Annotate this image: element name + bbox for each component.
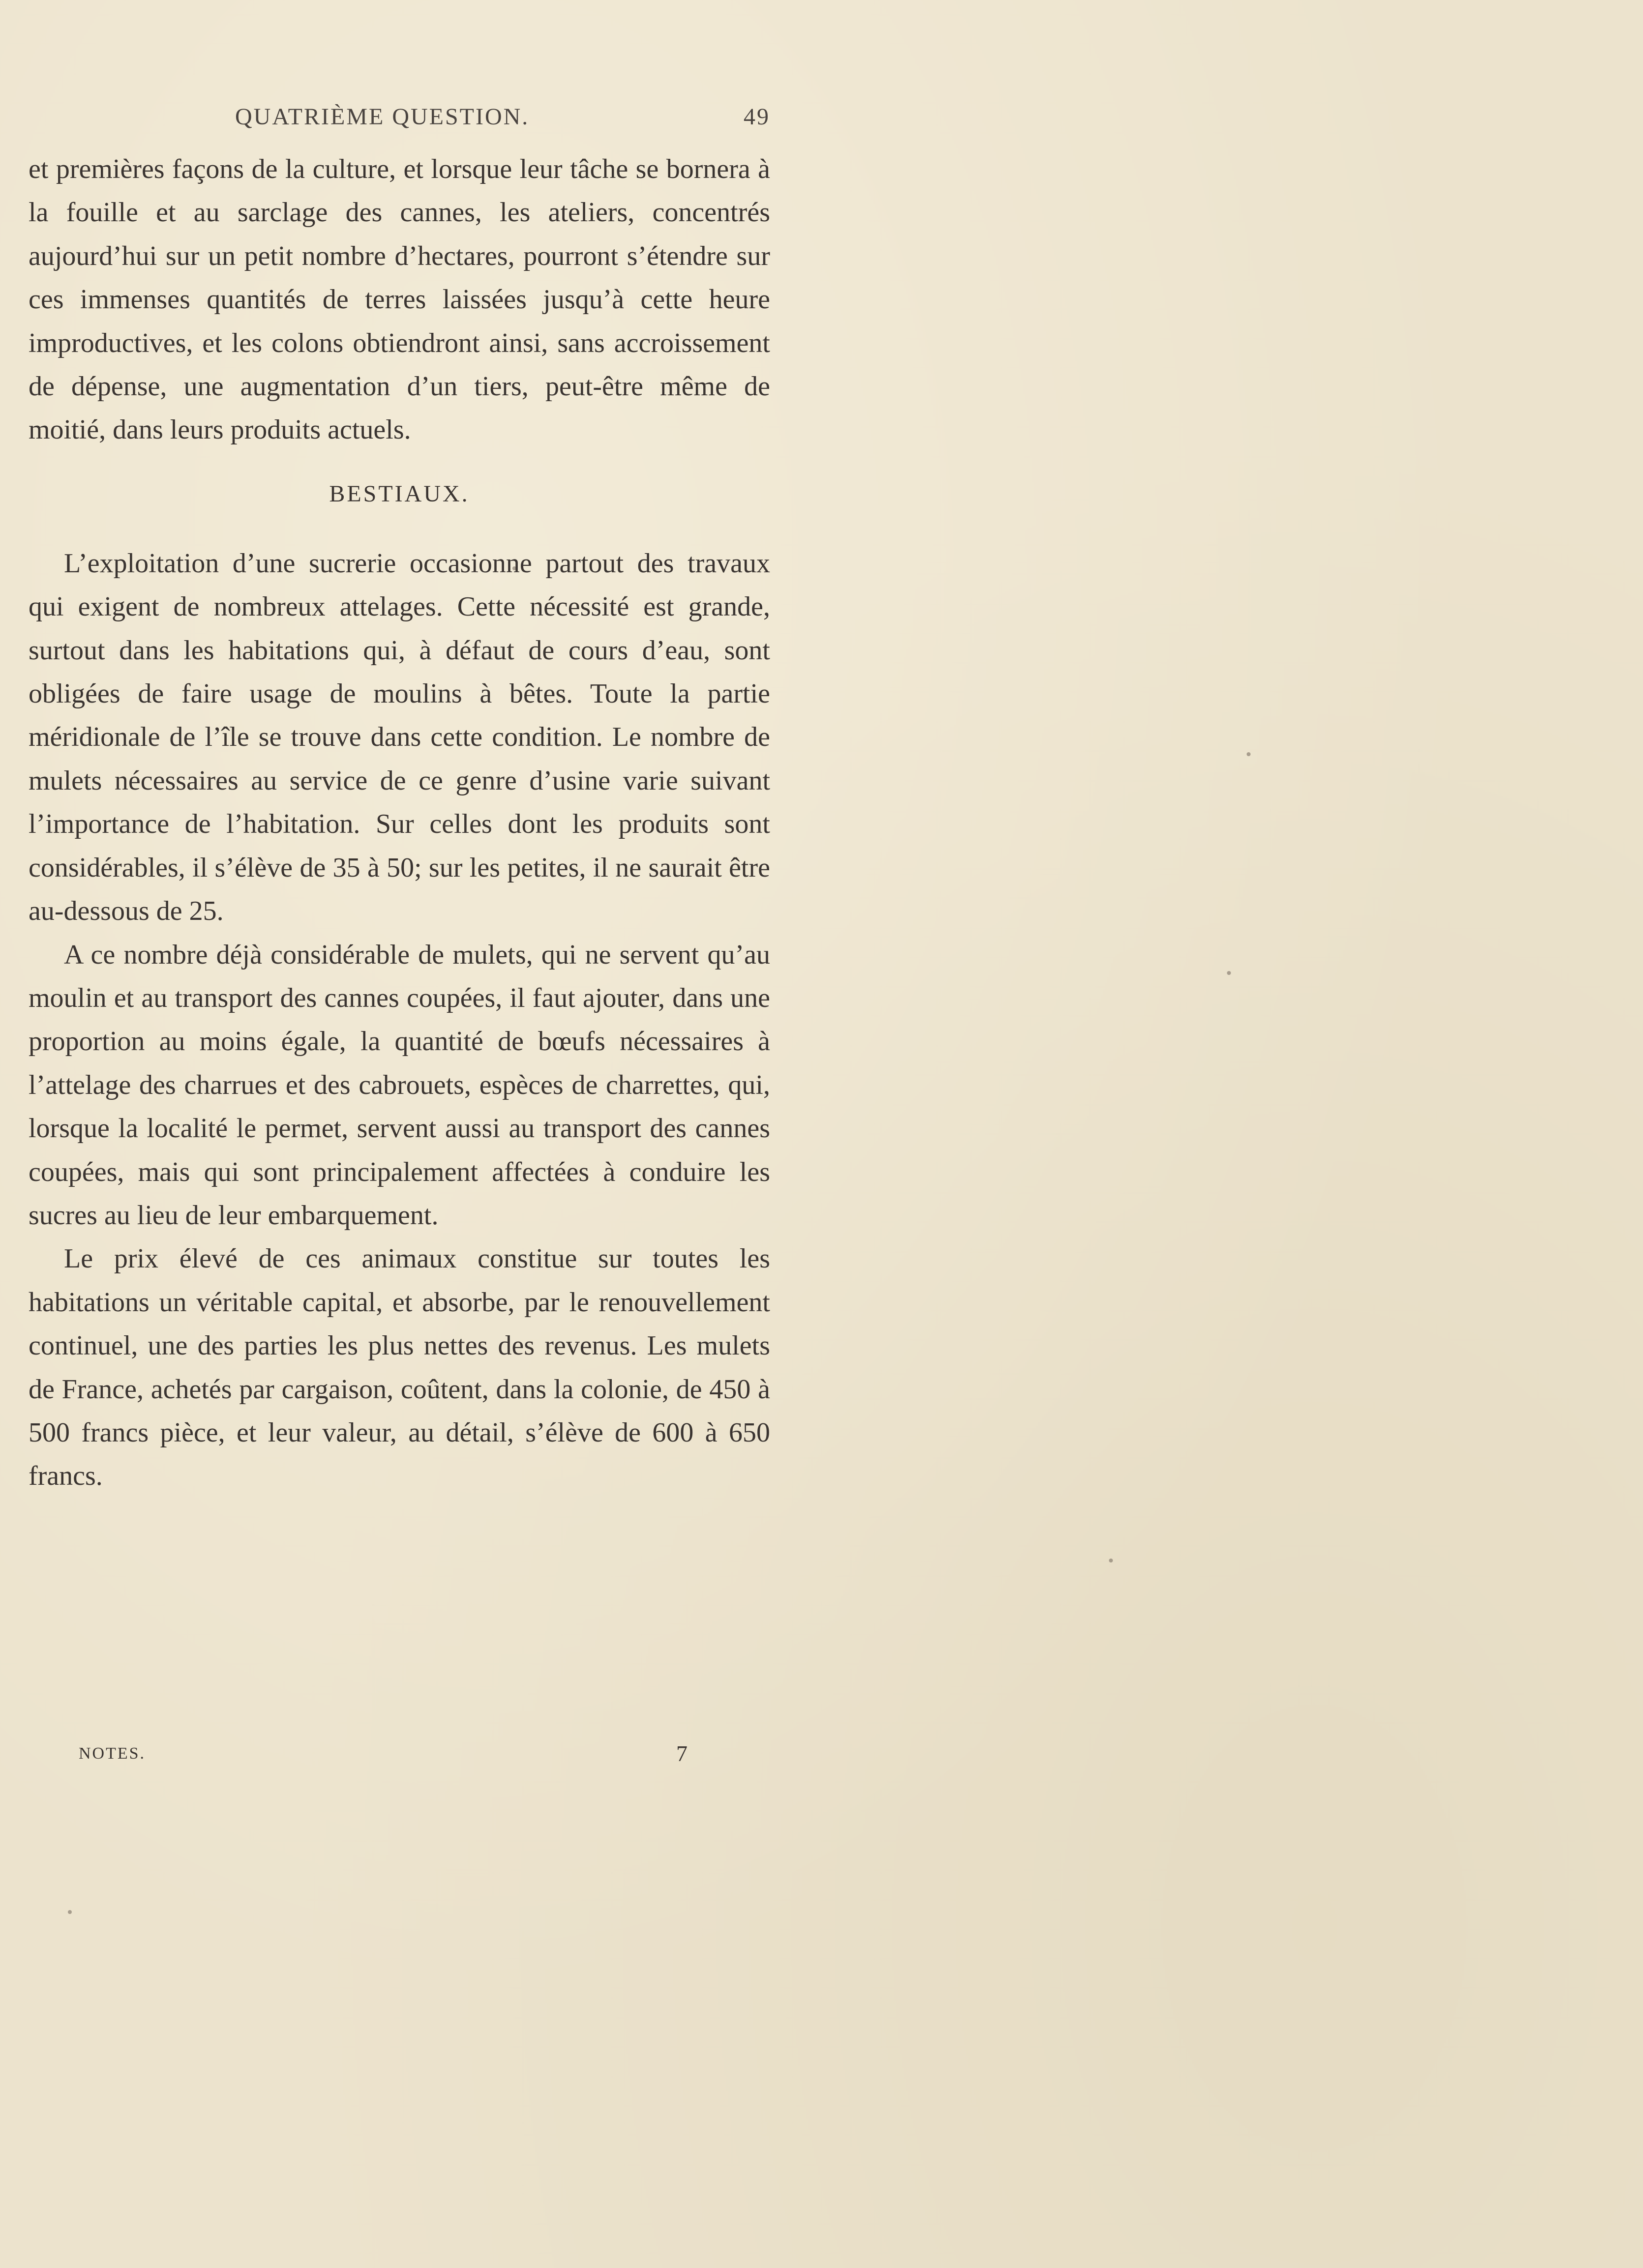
page-number: 49 (744, 104, 770, 130)
paper-speck (68, 1910, 72, 1914)
signature-mark: NOTES. (79, 1744, 146, 1763)
page-footer (49, 1740, 698, 1770)
running-title: QUATRIÈME QUESTION. (235, 104, 530, 130)
paper-speck (1227, 971, 1231, 975)
paragraph: Le prix élevé de ces animaux constitue sur toutes les habitations un véritable capital, et absorbe, par le renouvellement continuel, une des parties les plus nettes des revenus. Les mulets de France, achetés par cargaison, coûtent, dans la colonie, de 450 à 500 francs pièce, et leur valeur, au détail, s’élève de 600 à 650 francs. (29, 1243, 770, 1492)
paragraph: L’exploitation d’une sucrerie occasionne partout des travaux qui exigent de nombreux attelages. Cette nécessité est grande, surtout dans les habitations qui, à défaut de cours d’eau, sont obligées de faire usage de moulins à bêtes. Toute la partie méridionale de l’île se trouve dans cette condition. Le nombre de mulets nécessaires au service de ce genre d’usine varie suivant l’importance de l’habitation. Sur celles dont les produits sont considérables, il s’élève de 35 à 50; sur les petites, il ne saurait être au-dessous de 25. (29, 548, 770, 927)
paper-speck (1109, 1559, 1113, 1562)
paragraph-intro: et premières façons de la culture, et lorsque leur tâche se bornera à la fouille et au sarclage des cannes, les ateliers, concentrés aujourd’hui sur un petit nombre d’hectares, pourront s’étendre sur ces immenses quantités de terres laissées jusqu’à cette heure improductives, et les colons obtiendront ainsi, sans accroissement de dépense, une augmentation d’un tiers, peut-être même de moitié, dans leurs produits actuels. (29, 154, 770, 445)
gathering-number: 7 (676, 1741, 687, 1766)
page-text-block (29, 103, 770, 1498)
paragraph: A ce nombre déjà considérable de mulets, qui ne servent qu’au moulin et au transport des cannes coupées, il faut ajouter, dans une proportion au moins égale, la quantité de bœufs nécessaires à l’attelage des charrues et des cabrouets, espèces de charrettes, qui, lorsque la localité le permet, servent aussi au transport des cannes coupées, mais qui sont principalement affectées à conduire les sucres au lieu de leur embarquement. (29, 939, 770, 1231)
paper-speck (1247, 752, 1251, 756)
running-header (29, 103, 770, 147)
section-heading: BESTIAUX. (329, 480, 470, 507)
